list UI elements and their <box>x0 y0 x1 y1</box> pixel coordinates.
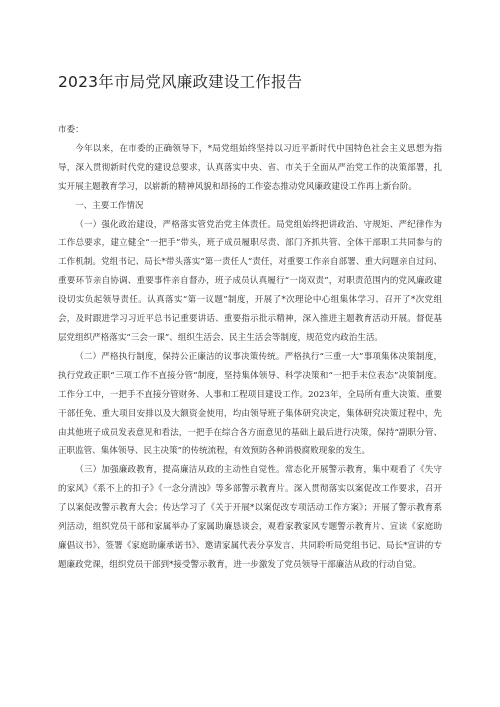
document-title: 2023年市局党风廉政建设工作报告 <box>58 73 303 91</box>
paragraph-decision-system: （二）严格执行制度，保持公正廉洁的议事决策传统。严格执行“三重一大”事项集体决策制度，执行党政正职“三项工作不直接分管”制度，坚持集体领导、科学决策和“一把手末位表态”决策制度。工作分工中，一把手不直接分管财务、人事和工程项目建设工作。2023年，全局所有重大决策、重要干部任免、重大项目安排以及大额资金使用，均由领导班子集体研究决定，集体研究决策过程中，先由其他班子成员发表意见和看法，一把手在综合各方面意见的基础上最后进行决策，保持“副职分管、正职监管、集体领导、民主决策”的传统流程，有效预防各种消极腐败现象的发生。 <box>58 351 442 457</box>
paragraph-integrity-education: （三）加强廉政教育，提高廉洁从政的主动性自觉性。常态化开展警示教育，集中观看了《失守的家风》《系不上的扣子》《一念分清浊》等多部警示教育片。深入贯彻落实以案促改工作要求，召开了以案促改警示教育大会；传达学习了《关于开展*以案促改专项活动工作方案》；开展了警示教育系列活动，组织党员干部和家属举办了家属助廉恳谈会，观看家教家风专题警示教育片、宣读《家庭助廉倡议书》、签署《家庭助廉承诺书》、邀请家属代表分享发言、共同聆听局党组书记、局长*宣讲的专题廉政党课，组织党员干部到*接受警示教育，进一步激发了党员领导干部廉洁从政的行动自觉。 <box>58 465 442 570</box>
paragraph-political-building: （一）强化政治建设，严格落实管党治党主体责任。局党组始终把讲政治、守规矩、严纪律作为工作总要求，建立健全“一把手”带头，班子成员履职尽责、部门齐抓共管、全体干部职工共同参与的工作机制。党组书记、局长*带头落实“第一责任人”责任，对重要工作亲自部署、重大问题亲自过问、重要环节亲自协调、重要事件亲自督办，班子成员认真履行“一岗双责”，对职责范围内的党风廉政建设切实负起领导责任。认真落实“第一议题”制度，开展了*次理论中心组集体学习、召开了*次党组会，及时跟进学习习近平总书记重要讲话、重要指示批示精神，深入推进主题教育活动开展。督促基层党组织严格落实“三会一课”、组织生活会、民主生活会等制度，规范党内政治生活。 <box>58 219 442 343</box>
section-heading: 一、主要工作情况 <box>75 200 144 211</box>
paragraph-intro: 今年以来，在市委的正确领导下，*局党组始终坚持以习近平新时代中国特色社会主义思想为指导，深入贯彻新时代党的建设总要求，认真落实中央、省、市关于全面从严治党工作的决策部署，扎实开展主题教育学习，以崭新的精神风貌和昂扬的工作姿态推动党风廉政建设工作再上新台阶。 <box>58 143 442 192</box>
document-body <box>58 121 442 575</box>
salutation: 市委： <box>58 125 84 135</box>
